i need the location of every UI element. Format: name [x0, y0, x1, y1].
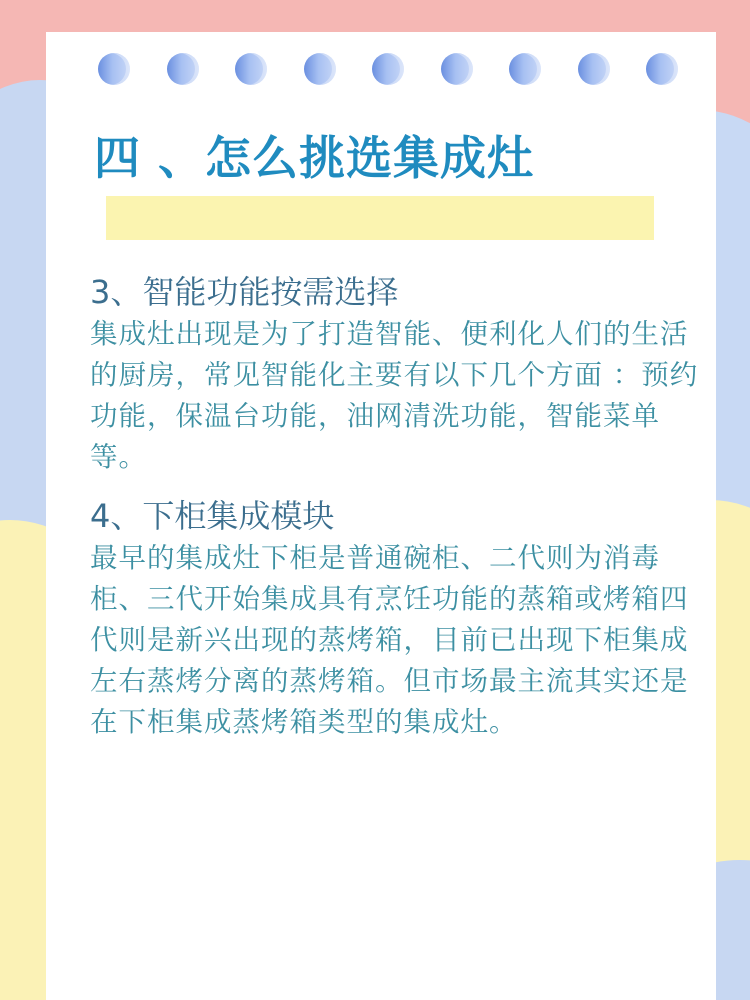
section-body: 最早的集成灶下柜是普通碗柜、二代则为消毒柜、三代开始集成具有烹饪功能的蒸箱或烤箱四代则是新兴出现的蒸烤箱，目前已出现下柜集成左右蒸烤分离的蒸烤箱。但市场最主流其实还是在下柜集成蒸烤箱类型的集成灶。	[90, 542, 689, 738]
section-title: 4、下柜集成模块	[90, 497, 335, 535]
binder-ring-icon	[235, 53, 267, 85]
binder-ring-icon	[304, 53, 336, 85]
section-body: 集成灶出现是为了打造智能、便利化人们的生活的厨房，常见智能化主要有以下几个方面 ：预约功能，保温台功能，油网清洗功能，智能菜单等。	[90, 318, 699, 473]
section-title: 3、智能功能按需选择	[90, 273, 399, 311]
binder-ring-icon	[509, 53, 541, 85]
binder-ring-icon	[646, 53, 678, 85]
section-lower-cabinet	[90, 494, 700, 743]
notebook-card	[46, 32, 716, 1000]
binder-rings	[98, 52, 678, 86]
binder-ring-icon	[578, 53, 610, 85]
heading-highlight-bar	[106, 196, 654, 240]
section-smart-functions	[90, 270, 700, 478]
page-title: 四 、怎么挑选集成灶	[94, 131, 535, 185]
binder-ring-icon	[372, 53, 404, 85]
binder-ring-icon	[98, 53, 130, 85]
binder-ring-icon	[441, 53, 473, 85]
binder-ring-icon	[167, 53, 199, 85]
